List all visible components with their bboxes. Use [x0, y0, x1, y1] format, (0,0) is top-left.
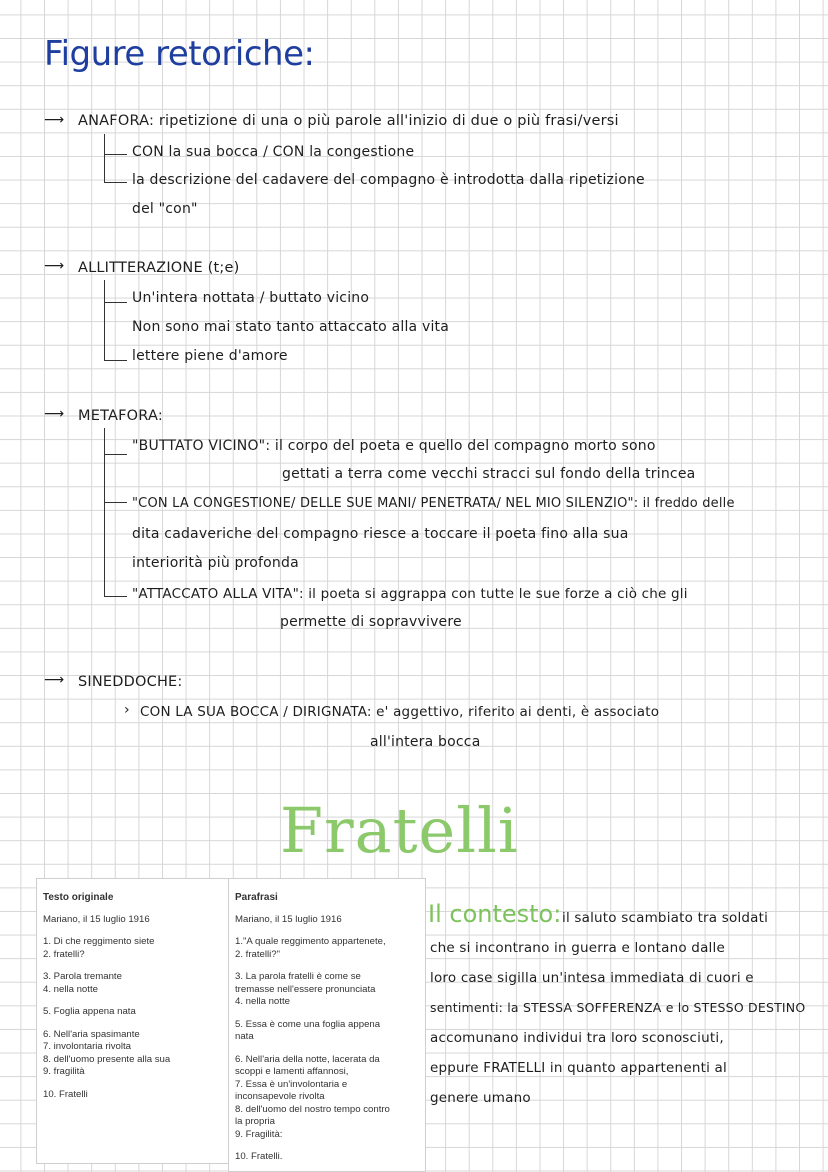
testo-originale-date: Mariano, il 15 luglio 1916 [43, 914, 150, 925]
anafora-explanation-1: la descrizione del cadavere del compagno è introdotta dalla ripetizione [132, 172, 645, 188]
anafora-heading: ANAFORA: ripetizione di una o più parole all'inizio di due o più frasi/versi [78, 113, 619, 129]
sineddoche-line-2: all'intera bocca [370, 734, 481, 750]
branch-connector [104, 502, 127, 597]
contesto-line: il saluto scambiato tra soldati [562, 910, 769, 926]
testo-originale-stanza: 5. Foglia appena nata [43, 1006, 136, 1018]
contesto-line: sentimenti: la STESSA SOFFERENZA e lo STESSO DESTINO [430, 1000, 806, 1015]
arrow-right-small-icon: › [124, 702, 130, 718]
metafora-line-4: dita cadaveriche del compagno riesce a toccare il poeta fino alla sua [132, 526, 629, 542]
fratelli-title: Fratelli [280, 794, 519, 867]
allitterazione-example-3: lettere piene d'amore [132, 348, 288, 364]
contesto-line: genere umano [430, 1090, 531, 1106]
contesto-line: accomunano individui tra loro sconosciuti, [430, 1030, 724, 1046]
testo-originale-stanza: 10. Fratelli [43, 1088, 88, 1100]
contesto-title: Il contesto: [428, 900, 562, 928]
branch-connector [104, 154, 127, 183]
allitterazione-heading: ALLITTERAZIONE (t;e) [78, 260, 240, 276]
anafora-example-1: CON la sua bocca / CON la congestione [132, 144, 415, 160]
arrow-right-icon: ⟶ [44, 672, 65, 688]
metafora-line-5: interiorità più profonda [132, 555, 299, 571]
metafora-heading: METAFORA: [78, 408, 163, 424]
allitterazione-example-1: Un'intera nottata / buttato vicino [132, 290, 370, 306]
parafrasi-stanza: 5. Essa è come una foglia appena nata [235, 1018, 381, 1043]
contesto-line: che si incontrano in guerra e lontano dalle [430, 940, 725, 956]
parafrasi-box [228, 878, 426, 1172]
branch-connector [104, 302, 127, 361]
contesto-line: eppure FRATELLI in quanto appartenenti al [430, 1060, 727, 1076]
arrow-right-icon: ⟶ [44, 406, 65, 422]
contesto-line: loro case sigilla un'intesa immediata di cuori e [430, 970, 754, 986]
branch-connector [104, 134, 127, 155]
arrow-right-icon: ⟶ [44, 112, 65, 128]
branch-connector [104, 454, 127, 503]
parafrasi-stanza: 3. La parola fratelli è come se tremasse nell'essere pronunciata 4. nella notte [235, 971, 376, 1008]
parafrasi-heading: Parafrasi [235, 892, 278, 903]
parafrasi-stanza: 1."A quale reggimento appartenete, 2. fratelli?" [235, 936, 386, 960]
parafrasi-stanza: 6. Nell'aria della notte, lacerata da scoppi e lamenti affannosi, 7. Essa è un'involontaria e inconsapevole rivolta 8. dell'uomo del nostro tempo contro la propria 9. Fragilità: [235, 1053, 390, 1140]
page-title: Figure retoriche: [44, 34, 315, 74]
metafora-line-1: "BUTTATO VICINO": il corpo del poeta e quello del compagno morto sono [132, 438, 656, 454]
branch-connector [104, 280, 127, 303]
sineddoche-heading: SINEDDOCHE: [78, 674, 183, 690]
metafora-line-6: "ATTACCATO ALLA VITA": il poeta si aggrappa con tutte le sue forze a ciò che gli [132, 586, 688, 602]
allitterazione-example-2: Non sono mai stato tanto attaccato alla vita [132, 319, 450, 335]
anafora-explanation-2: del "con" [132, 201, 198, 217]
arrow-right-icon: ⟶ [44, 258, 65, 274]
testo-originale-stanza: 3. Parola tremante 4. nella notte [43, 971, 122, 995]
parafrasi-date: Mariano, il 15 luglio 1916 [235, 914, 342, 925]
branch-connector [104, 428, 127, 455]
parafrasi-stanza: 10. Fratelli. [235, 1151, 283, 1163]
metafora-line-7: permette di sopravvivere [280, 614, 462, 630]
testo-originale-heading: Testo originale [43, 892, 114, 903]
sineddoche-line-1: CON LA SUA BOCCA / DIRIGNATA: e' aggettivo, riferito ai denti, è associato [140, 704, 660, 720]
testo-originale-stanza: 1. Di che reggimento siete 2. fratelli? [43, 936, 155, 960]
metafora-line-2: gettati a terra come vecchi stracci sul fondo della trincea [282, 466, 696, 482]
testo-originale-box [36, 878, 234, 1164]
testo-originale-stanza: 6. Nell'aria spasimante 7. involontaria rivolta 8. dell'uomo presente alla sua 9. fragilità [43, 1028, 171, 1078]
metafora-line-3: "CON LA CONGESTIONE/ DELLE SUE MANI/ PENETRATA/ NEL MIO SILENZIO": il freddo delle [132, 496, 735, 511]
